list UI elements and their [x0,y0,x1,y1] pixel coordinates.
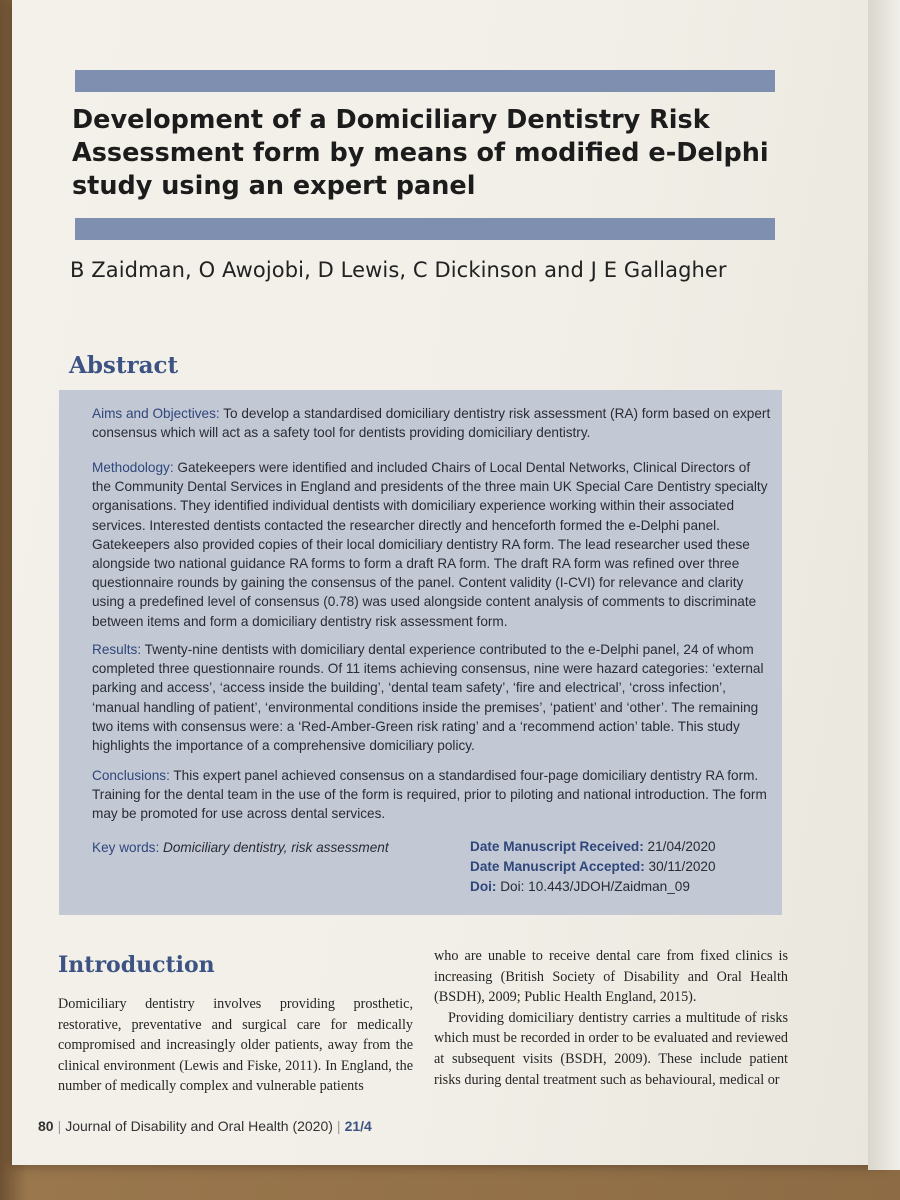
title-top-rule [75,70,775,92]
doi-label: Doi [470,879,492,894]
aims-text: To develop a standardised domiciliary dentistry risk assessment (RA) form based on expert consensus which will act as a safety tool for dentists providing domiciliary dentistry. [92,406,771,441]
date-received: Date Manuscript Received: 21/04/2020 [470,839,716,854]
accepted-value: 30/11/2020 [648,859,716,874]
keywords-label: Key words [92,840,156,855]
methodology-label: Methodology [92,460,170,475]
title-line: Assessment form by means of modified e-Delphi [72,138,769,168]
doi: Doi: Doi: 10.443/JDOH/Zaidman_09 [470,879,690,894]
next-page-edge [868,0,900,1170]
conclusions-text: This expert panel achieved consensus on a standardised four-page domiciliary dentistry RA form. Training for the dental team in the use of the form is required, prior to piloting and national introduction. The form may be promoted for use across dental services. [92,768,767,822]
aims-label: Aims and Objectives [92,406,216,421]
page-footer: 80 | Journal of Disability and Oral Health (2020) | 21/4 [38,1118,372,1134]
introduction-left-column [58,994,413,1097]
paragraph: Domiciliary dentistry involves providing prosthetic, restorative, preventative and surgical care for medically compromised and increasingly older patients, away from the clinical environment (Lewis and Fiske, 2011). In England, the number of medically complex and vulnerable patients [58,996,413,1095]
paragraph: who are unable to receive dental care from fixed clinics is increasing (British Society of Disability and Oral Health (BSDH), 2009; Public Health England, 2015). [434,948,788,1006]
article-title [72,104,772,203]
title-bottom-rule [75,218,775,240]
doi-value: Doi: 10.443/JDOH/Zaidman_09 [500,879,690,894]
keywords-text: Domiciliary dentistry, risk assessment [163,840,389,855]
results-text: Twenty-nine dentists with domiciliary dental experience contributed to the e-Delphi panel, 24 of whom completed three questionnaire rounds. Of 11 items achieving consensus, nine were hazard categories: ‘external parking and access’, ‘access inside the building’, ‘dental team safety’, ‘fire and electrical’, ‘cross infection’, ‘manual handling of patient’, ‘environmental conditions inside the premises’, ‘patient’ and ‘other’. The remaining two items with consensus were: a ‘Red-Amber-Green risk rating’ and a ‘recommend action’ table. This study highlights the importance of a comprehensive domiciliary policy. [92,642,764,754]
accepted-label: Date Manuscript Accepted [470,859,641,874]
title-line: Development of a Domiciliary Dentistry Risk [72,105,710,135]
received-value: 21/04/2020 [647,839,716,854]
abstract-conclusions: Conclusions: This expert panel achieved consensus on a standardised four-page domiciliary dentistry RA form. Training for the dental team in the use of the form is required, prior to piloting and national introduction. The form may be promoted for use across dental services. [92,768,767,822]
journal-name: Journal of Disability and Oral Health (2020) [65,1118,333,1134]
introduction-heading: Introduction [58,952,215,978]
journal-page [12,0,888,1165]
author-list: B Zaidman, O Awojobi, D Lewis, C Dickinson and J E Gallagher [70,258,727,282]
received-label: Date Manuscript Received [470,839,640,854]
issue-number: 21/4 [344,1118,372,1134]
title-line: study using an expert panel [72,171,476,201]
date-accepted: Date Manuscript Accepted: 30/11/2020 [470,859,716,874]
abstract-results: Results: Twenty-nine dentists with domiciliary dental experience contributed to the e-Delphi panel, 24 of whom completed three questionnaire rounds. Of 11 items achieving consensus, nine were hazard categories: ‘external parking and access’, ‘access inside the building’, ‘dental team safety’, ‘fire and electrical’, ‘cross infection’, ‘manual handling of patient’, ‘environmental conditions inside the premises’, ‘patient’ and ‘other’. The remaining two items with consensus were: a ‘Red-Amber-Green risk rating’ and a ‘recommend action’ table. This study highlights the importance of a comprehensive domiciliary policy. [92,642,764,754]
conclusions-label: Conclusions [92,768,167,783]
abstract-heading: Abstract [69,352,179,379]
keywords: Key words: Domiciliary dentistry, risk assessment [92,840,389,855]
page-number: 80 [38,1118,54,1134]
introduction-right-column [434,946,788,1090]
manuscript-dates [470,837,770,897]
paragraph: Providing domiciliary dentistry carries a multitude of risks which must be recorded in order to be evaluated and reviewed at subsequent visits (BSDH, 2009). These include patient risks during dental treatment such as behavioural, medical or [434,1009,788,1088]
abstract-aims: Aims and Objectives: To develop a standardised domiciliary dentistry risk assessment (RA) form based on expert consensus which will act as a safety tool for dentists providing domiciliary dentistry. [92,406,771,441]
methodology-text: Gatekeepers were identified and included Chairs of Local Dental Networks, Clinical Directors of the Community Dental Services in England and presidents of the three main UK Special Care Dentistry specialty organisations. They identified individual dentists with domiciliary experience working within their associated services. Interested dentists contacted the researcher directly and henceforth formed the e-Delphi panel. Gatekeepers also provided copies of their local domiciliary dentistry RA form. The lead researcher used these alongside two national guidance RA forms to form a draft RA form. The draft RA form was refined over three questionnaire rounds by gaining the consensus of the panel. Content validity (I-CVI) for relevance and clarity using a predefined level of consensus (0.78) was used alongside content analysis of comments to discriminate between items and form a domiciliary dentistry risk assessment form. [92,460,768,629]
abstract-methodology: Methodology: Gatekeepers were identified and included Chairs of Local Dental Networks, Clinical Directors of the Community Dental Services in England and presidents of the three main UK Special Care Dentistry specialty organisations. They identified individual dentists with domiciliary experience working within their associated services. Interested dentists contacted the researcher directly and henceforth formed the e-Delphi panel. Gatekeepers also provided copies of their local domiciliary dentistry RA form. The lead researcher used these alongside two national guidance RA forms to form a draft RA form. The draft RA form was refined over three questionnaire rounds by gaining the consensus of the panel. Content validity (I-CVI) for relevance and clarity using a predefined level of consensus (0.78) was used alongside content analysis of comments to discriminate between items and form a domiciliary dentistry risk assessment form. [92,460,768,629]
results-label: Results [92,642,138,657]
